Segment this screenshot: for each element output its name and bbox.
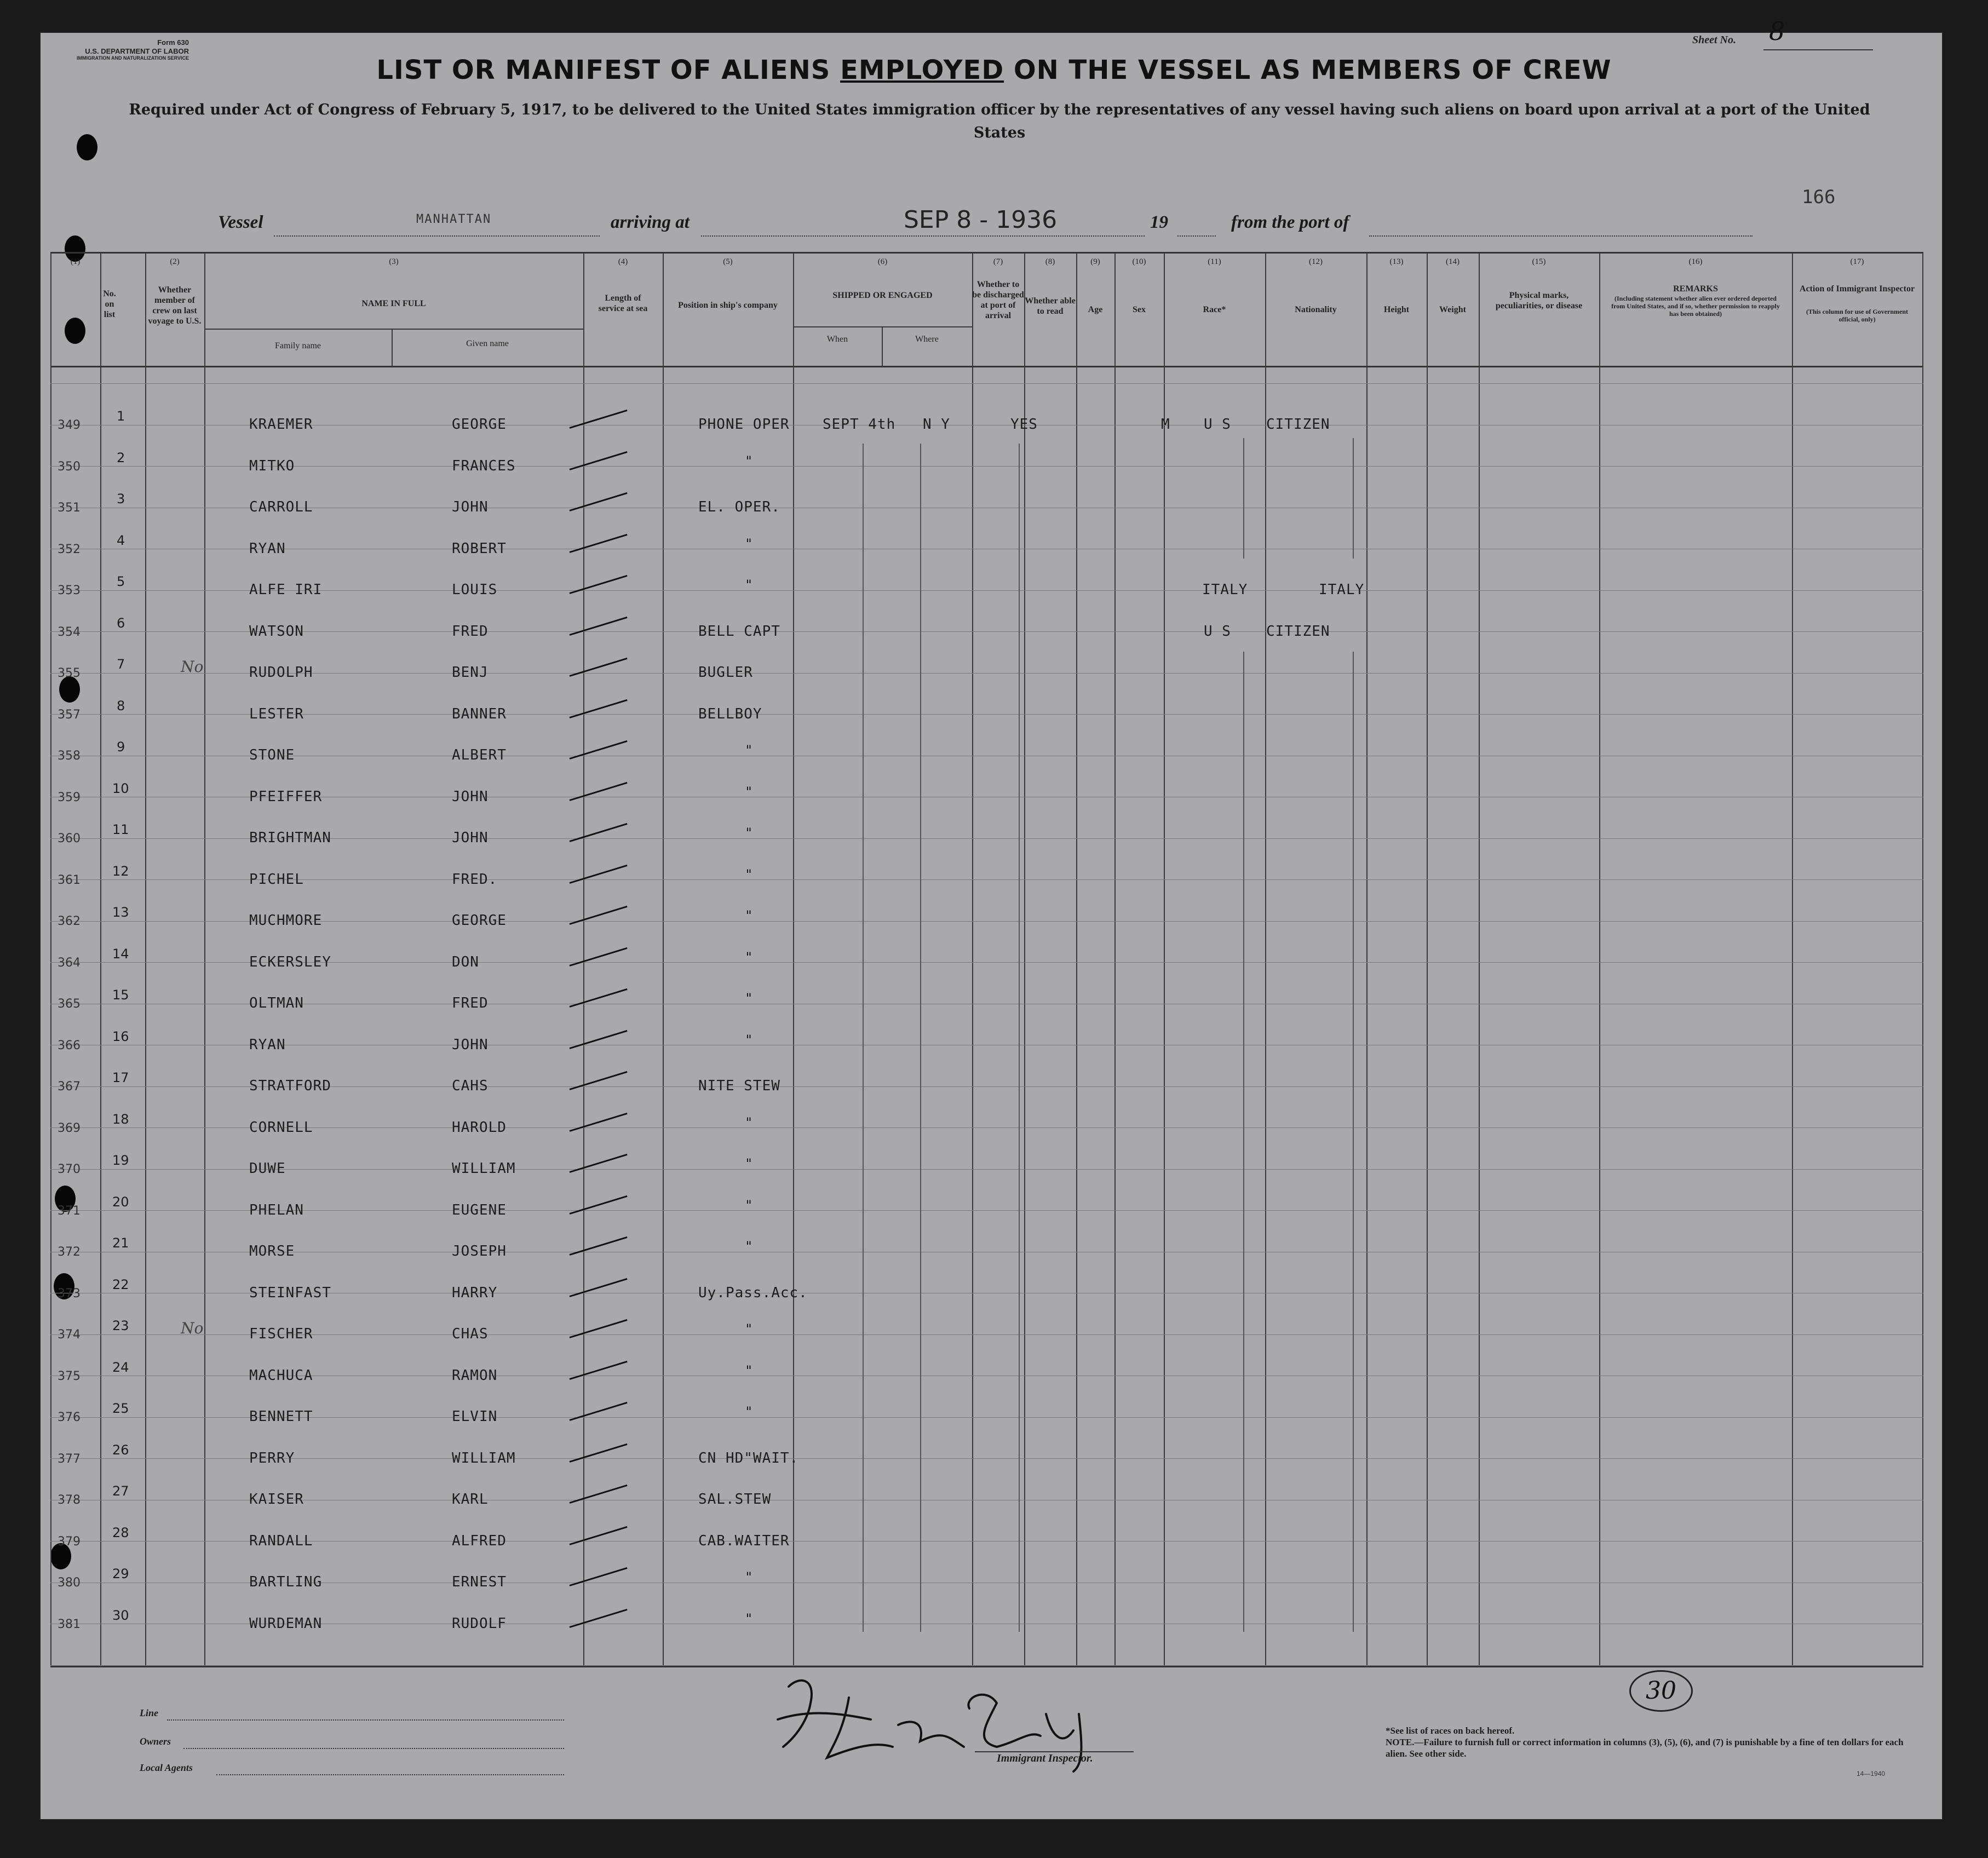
given-name: GEORGE <box>452 416 507 433</box>
given-name: HARRY <box>452 1284 498 1301</box>
given-name: RAMON <box>452 1367 498 1384</box>
col-header-given: Given name <box>466 339 509 348</box>
col-divider <box>1922 253 1923 1667</box>
position: CN HD"WAIT. <box>698 1449 799 1466</box>
col-number: (16) <box>1688 257 1703 266</box>
ditto-line <box>1019 444 1020 1632</box>
row-number: 24 <box>112 1359 129 1375</box>
given-name: ALFRED <box>452 1532 507 1549</box>
row-rule <box>50 383 1923 384</box>
family-name: PFEIFFER <box>249 788 323 805</box>
col-divider <box>1114 253 1116 1667</box>
row-number: 13 <box>112 905 129 920</box>
stamp-number: 166 <box>1802 186 1836 208</box>
col-header-remarks-sub: (Including statement whether alien ever ordered deported from United States, and if so, whether permission to reapply has been obtained) <box>1611 295 1780 318</box>
port-dotline <box>1369 235 1753 237</box>
punch-hole <box>59 676 80 703</box>
margin-number: 373 <box>58 1286 81 1301</box>
family-name: KAISER <box>249 1491 304 1508</box>
row-number: 3 <box>117 491 125 507</box>
family-name: MITKO <box>249 457 295 474</box>
row-number: 4 <box>117 532 125 548</box>
given-name: CAHS <box>452 1078 489 1094</box>
row-number: 19 <box>112 1153 129 1168</box>
col-number: (12) <box>1309 257 1323 266</box>
row-rule <box>50 1458 1923 1459</box>
margin-number: 354 <box>58 625 81 639</box>
margin-number: 351 <box>58 501 81 515</box>
position: BUGLER <box>698 664 753 681</box>
position: CAB.WAITER <box>698 1532 790 1549</box>
arriving-label: arriving at <box>611 212 690 232</box>
row-rule <box>50 466 1923 467</box>
col-number: (6) <box>877 257 888 266</box>
margin-number: 358 <box>58 749 81 763</box>
margin-number: 379 <box>58 1534 81 1549</box>
given-name: GEORGE <box>452 912 507 929</box>
page-subtitle: Required under Act of Congress of February 5, 1917, to be delivered to the United States immigration officer by the representatives of any vessel having such aliens on board upon arrival at a port of the United States <box>129 101 1870 141</box>
family-name: STONE <box>249 747 295 763</box>
given-name: FRED <box>452 995 489 1011</box>
given-name: CHAS <box>452 1326 489 1342</box>
given-name: KARL <box>452 1491 489 1508</box>
vessel-dotline <box>274 235 600 237</box>
col-header-where: Where <box>915 335 939 344</box>
position-ditto: " <box>745 908 753 923</box>
owners-label: Owners <box>140 1736 171 1747</box>
nationality: CITIZEN <box>1266 416 1330 433</box>
margin-number: 369 <box>58 1121 81 1135</box>
position-ditto: " <box>745 1197 753 1213</box>
margin-number: 381 <box>58 1617 81 1631</box>
family-name: LESTER <box>249 705 304 722</box>
given-name: JOHN <box>452 1036 489 1053</box>
col-header-shipped: SHIPPED OR ENGAGED <box>832 291 933 300</box>
sex: M <box>1161 416 1170 433</box>
year-dotline <box>1177 235 1216 237</box>
margin-number: 352 <box>58 542 81 556</box>
vessel-label: Vessel <box>218 212 263 232</box>
row-number: 14 <box>112 946 129 962</box>
position-ditto: " <box>745 991 753 1006</box>
form-service: IMMIGRATION AND NATURALIZATION SERVICE <box>77 55 189 61</box>
col-subdivider <box>882 326 883 367</box>
shipped-when: SEPT 4th <box>823 416 896 433</box>
position-ditto: " <box>745 577 753 593</box>
row-number: 23 <box>112 1318 129 1333</box>
position: BELLBOY <box>698 705 762 722</box>
margin-number: 375 <box>58 1369 81 1383</box>
position-ditto: " <box>745 1156 753 1171</box>
position: PHONE OPER <box>698 416 790 433</box>
form-department: U.S. DEPARTMENT OF LABOR <box>85 47 189 55</box>
col-divider <box>1599 253 1600 1667</box>
row-rule <box>50 631 1923 632</box>
inspector-line <box>975 1751 1134 1752</box>
agents-label: Local Agents <box>140 1762 193 1773</box>
margin-number: 350 <box>58 459 81 474</box>
margin-number: 378 <box>58 1493 81 1507</box>
row-number: 26 <box>112 1442 129 1458</box>
row-rule <box>50 1417 1923 1418</box>
row-number: 5 <box>117 574 125 589</box>
last-voyage-mark: No <box>181 1319 204 1337</box>
owners-dotline <box>183 1748 564 1749</box>
line-dotline <box>167 1719 564 1721</box>
family-name: BRIGHTMAN <box>249 830 331 846</box>
position-ditto: " <box>745 1239 753 1254</box>
col-header-sex: Sex <box>1133 305 1146 314</box>
family-name: KRAEMER <box>249 416 313 433</box>
col-divider <box>1479 253 1480 1667</box>
race: ITALY <box>1202 582 1248 598</box>
position-ditto: " <box>745 1321 753 1337</box>
race: U S <box>1204 623 1231 640</box>
row-number: 29 <box>112 1566 129 1581</box>
row-number: 20 <box>112 1194 129 1210</box>
margin-number: 349 <box>58 418 81 432</box>
row-rule <box>50 673 1923 674</box>
row-number: 9 <box>117 739 125 755</box>
shipped-where: N Y <box>923 416 950 433</box>
col-header-length-service: Length of service at sea <box>598 294 648 313</box>
row-number: 16 <box>112 1028 129 1044</box>
form-code: 14—1940 <box>1857 1770 1886 1778</box>
margin-number: 360 <box>58 832 81 845</box>
margin-number: 361 <box>58 873 81 887</box>
family-name: WURDEMAN <box>249 1615 323 1632</box>
line-label: Line <box>140 1707 158 1718</box>
arriving-dotline <box>701 235 1145 237</box>
row-rule <box>50 879 1923 880</box>
family-name: DUWE <box>249 1160 286 1177</box>
position-ditto: " <box>745 1362 753 1378</box>
col-number: (15) <box>1532 257 1546 266</box>
margin-number: 362 <box>58 914 81 928</box>
row-number: 6 <box>117 615 125 631</box>
name-subheader-line <box>204 329 583 330</box>
race: U S <box>1204 416 1231 433</box>
row-number: 10 <box>112 780 129 796</box>
ditto-line <box>1353 652 1354 1632</box>
col-number: (11) <box>1208 257 1221 266</box>
family-name: MACHUCA <box>249 1367 313 1384</box>
row-rule <box>50 714 1923 715</box>
margin-number: 357 <box>58 707 81 722</box>
col-number: (7) <box>993 257 1003 266</box>
margin-number: 376 <box>58 1411 81 1424</box>
vessel-name: MANHATTAN <box>416 212 492 226</box>
title-part-1: LIST OR MANIFEST OF ALIENS <box>376 55 841 85</box>
position-ditto: " <box>745 743 753 758</box>
given-name: ALBERT <box>452 747 507 763</box>
col-header-name: NAME IN FULL <box>361 299 426 308</box>
row-number: 12 <box>112 863 129 879</box>
punch-hole <box>65 318 85 344</box>
row-number: 15 <box>112 987 129 1003</box>
col-number: (10) <box>1132 257 1146 266</box>
sheet-number-label: Sheet No. <box>1692 34 1736 46</box>
family-name: BARTLING <box>249 1574 323 1590</box>
ditto-line <box>920 444 921 1632</box>
col-number: (13) <box>1389 257 1404 266</box>
col-divider <box>972 253 973 1667</box>
position-ditto: " <box>745 1569 753 1585</box>
row-number: 18 <box>112 1111 129 1127</box>
position-ditto: " <box>745 949 753 965</box>
penalty-note: NOTE.—Failure to furnish full or correct information in columns (3), (5), (6), and (7) is punishable by a fine of ten dollars for each alien. See other side. <box>1386 1737 1904 1759</box>
ditto-line <box>1243 652 1244 1632</box>
position-ditto: " <box>745 1032 753 1048</box>
table-top-border <box>50 252 1923 254</box>
margin-number: 366 <box>58 1038 81 1052</box>
col-header-when: When <box>826 335 848 344</box>
margin-number: 370 <box>58 1163 81 1176</box>
family-name: BENNETT <box>249 1408 313 1425</box>
position: NITE STEW <box>698 1078 780 1094</box>
col-divider <box>100 253 101 1667</box>
family-name: RANDALL <box>249 1532 313 1549</box>
row-rule <box>50 590 1923 591</box>
family-name: MORSE <box>249 1243 295 1259</box>
given-name: FRED. <box>452 871 498 888</box>
given-name: JOSEPH <box>452 1243 507 1259</box>
family-name: RYAN <box>249 1036 286 1053</box>
sheet-number-line <box>1763 49 1873 50</box>
col-number: (14) <box>1446 257 1460 266</box>
family-name: WATSON <box>249 623 304 640</box>
col-number: (3) <box>389 257 399 266</box>
col-divider <box>1427 253 1428 1667</box>
col-header-family: Family name <box>275 341 321 350</box>
row-number: 11 <box>112 822 129 837</box>
col-header-last-voyage: Whether member of crew on last voyage to U.S. <box>148 285 202 326</box>
col-number: (5) <box>723 257 733 266</box>
margin-number: 359 <box>58 790 81 804</box>
year-label: 19 <box>1150 212 1168 232</box>
col-number: (9) <box>1090 257 1100 266</box>
margin-number: 371 <box>58 1204 81 1218</box>
col-header-position: Position in ship's company <box>678 301 778 310</box>
margin-number: 367 <box>58 1080 81 1094</box>
family-name: RYAN <box>249 540 286 557</box>
table-header-border <box>50 366 1923 367</box>
family-name: STEINFAST <box>249 1284 331 1301</box>
col-divider <box>50 253 51 1667</box>
arrival-date-stamp: SEP 8 - 1936 <box>904 206 1058 234</box>
row-number: 25 <box>112 1401 129 1416</box>
given-name: BANNER <box>452 705 507 722</box>
col-divider <box>1024 253 1025 1667</box>
row-rule <box>50 1169 1923 1170</box>
page-title <box>110 55 1878 85</box>
ditto-line <box>1353 438 1354 559</box>
given-name: ROBERT <box>452 540 507 557</box>
family-name: PHELAN <box>249 1201 304 1218</box>
family-name: RUDOLPH <box>249 664 313 681</box>
margin-number: 380 <box>58 1576 81 1590</box>
position-ditto: " <box>745 453 753 469</box>
given-name: FRED <box>452 623 489 640</box>
given-name: JOHN <box>452 830 489 846</box>
col-header-race: Race* <box>1203 305 1226 314</box>
col-divider <box>1366 253 1368 1667</box>
row-rule <box>50 1210 1923 1211</box>
row-rule <box>50 921 1923 922</box>
given-name: RUDOLF <box>452 1615 507 1632</box>
margin-number: 353 <box>58 584 81 597</box>
given-name: JOHN <box>452 788 489 805</box>
position-ditto: " <box>745 784 753 799</box>
total-count: 30 <box>1629 1670 1693 1712</box>
margin-number: 355 <box>58 666 81 680</box>
col-header-read: Whether able to read <box>1025 296 1076 316</box>
family-name: MUCHMORE <box>249 912 323 929</box>
ditto-line <box>863 444 864 1632</box>
position: Uy.Pass.Acc. <box>698 1284 808 1301</box>
col-divider <box>145 253 146 1667</box>
given-name: WILLIAM <box>452 1160 516 1177</box>
sheet-number-value: 8 <box>1769 16 1785 46</box>
position-ditto: " <box>745 825 753 841</box>
col-header-height: Height <box>1383 305 1410 314</box>
col-header-weight: Weight <box>1439 305 1466 314</box>
col-number: (1) <box>70 257 81 266</box>
col-header-nationality: Nationality <box>1295 305 1337 314</box>
family-name: ALFE IRI <box>249 582 323 598</box>
position-ditto: " <box>745 866 753 882</box>
agents-dotline <box>216 1774 564 1775</box>
punch-hole <box>77 134 97 160</box>
given-name: DON <box>452 953 479 970</box>
row-number: 27 <box>112 1483 129 1499</box>
ditto-line <box>1243 438 1244 559</box>
col-divider <box>204 253 205 1667</box>
col-number: (2) <box>170 257 180 266</box>
col-divider <box>1076 253 1077 1667</box>
family-name: OLTMAN <box>249 995 304 1011</box>
given-name: BENJ <box>452 664 489 681</box>
col-header-remarks: REMARKS <box>1673 284 1718 294</box>
position-ditto: " <box>745 536 753 551</box>
row-rule <box>50 838 1923 839</box>
row-rule <box>50 1086 1923 1087</box>
given-name: EUGENE <box>452 1201 507 1218</box>
position-ditto: " <box>745 1610 753 1626</box>
given-name: ERNEST <box>452 1574 507 1590</box>
family-name: PICHEL <box>249 871 304 888</box>
title-employed: EMPLOYED <box>840 55 1004 85</box>
col-header-discharged: Whether to be discharged at port of arrival <box>972 280 1024 320</box>
family-name: PERRY <box>249 1449 295 1466</box>
col-header-action: Action of Immigrant Inspector <box>1799 284 1915 294</box>
row-number: 7 <box>117 657 125 672</box>
row-number: 8 <box>117 698 125 714</box>
row-number: 2 <box>117 450 125 465</box>
form-id: Form 630 <box>157 38 189 47</box>
row-number: 22 <box>112 1276 129 1292</box>
col-divider <box>1164 253 1165 1667</box>
race-note: *See list of races on back hereof. <box>1386 1725 1515 1736</box>
col-divider <box>1265 253 1266 1667</box>
col-header-physical: Physical marks, peculiarities, or disease <box>1495 291 1583 310</box>
col-header-action-sub: (This column for use of Government official, only) <box>1806 308 1909 323</box>
position-ditto: " <box>745 1114 753 1130</box>
given-name: WILLIAM <box>452 1449 516 1466</box>
margin-number: 364 <box>58 956 81 970</box>
row-number: 30 <box>112 1607 129 1623</box>
row-rule <box>50 1334 1923 1335</box>
from-port-label: from the port of <box>1231 212 1349 232</box>
given-name: HAROLD <box>452 1119 507 1136</box>
family-name: STRATFORD <box>249 1078 331 1094</box>
given-name: ELVIN <box>452 1408 498 1425</box>
col-divider <box>1792 253 1793 1667</box>
position-ditto: " <box>745 1404 753 1419</box>
position: BELL CAPT <box>698 623 780 640</box>
family-name: CORNELL <box>249 1119 313 1136</box>
given-name: FRANCES <box>452 457 516 474</box>
col-header-age: Age <box>1088 305 1103 314</box>
row-number: 17 <box>112 1070 129 1085</box>
last-voyage-mark: No <box>181 658 204 676</box>
margin-number: 374 <box>58 1328 81 1342</box>
given-name: JOHN <box>452 499 489 515</box>
family-name: ECKERSLEY <box>249 953 331 970</box>
nationality: ITALY <box>1319 582 1365 598</box>
col-header-no: No. on list <box>103 289 116 319</box>
col-number: (17) <box>1850 257 1864 266</box>
nationality: CITIZEN <box>1266 623 1330 640</box>
col-number: (4) <box>618 257 628 266</box>
position: EL. OPER. <box>698 499 780 515</box>
row-rule <box>50 962 1923 963</box>
margin-number: 377 <box>58 1452 81 1466</box>
position: SAL.STEW <box>698 1491 772 1508</box>
col-number: (8) <box>1045 257 1055 266</box>
col-divider <box>663 253 664 1667</box>
family-name: CARROLL <box>249 499 313 515</box>
row-number: 1 <box>117 409 125 424</box>
row-number: 28 <box>112 1525 129 1540</box>
row-number: 21 <box>112 1235 129 1251</box>
family-name: FISCHER <box>249 1326 313 1342</box>
margin-number: 372 <box>58 1245 81 1259</box>
footer-notes <box>1386 1725 1911 1759</box>
title-part-3: ON THE VESSEL AS MEMBERS OF CREW <box>1004 55 1612 85</box>
margin-number: 365 <box>58 997 81 1011</box>
inspector-label: Immigrant Inspector. <box>997 1752 1093 1764</box>
able-to-read: YES <box>1010 416 1038 433</box>
given-name: LOUIS <box>452 582 498 598</box>
